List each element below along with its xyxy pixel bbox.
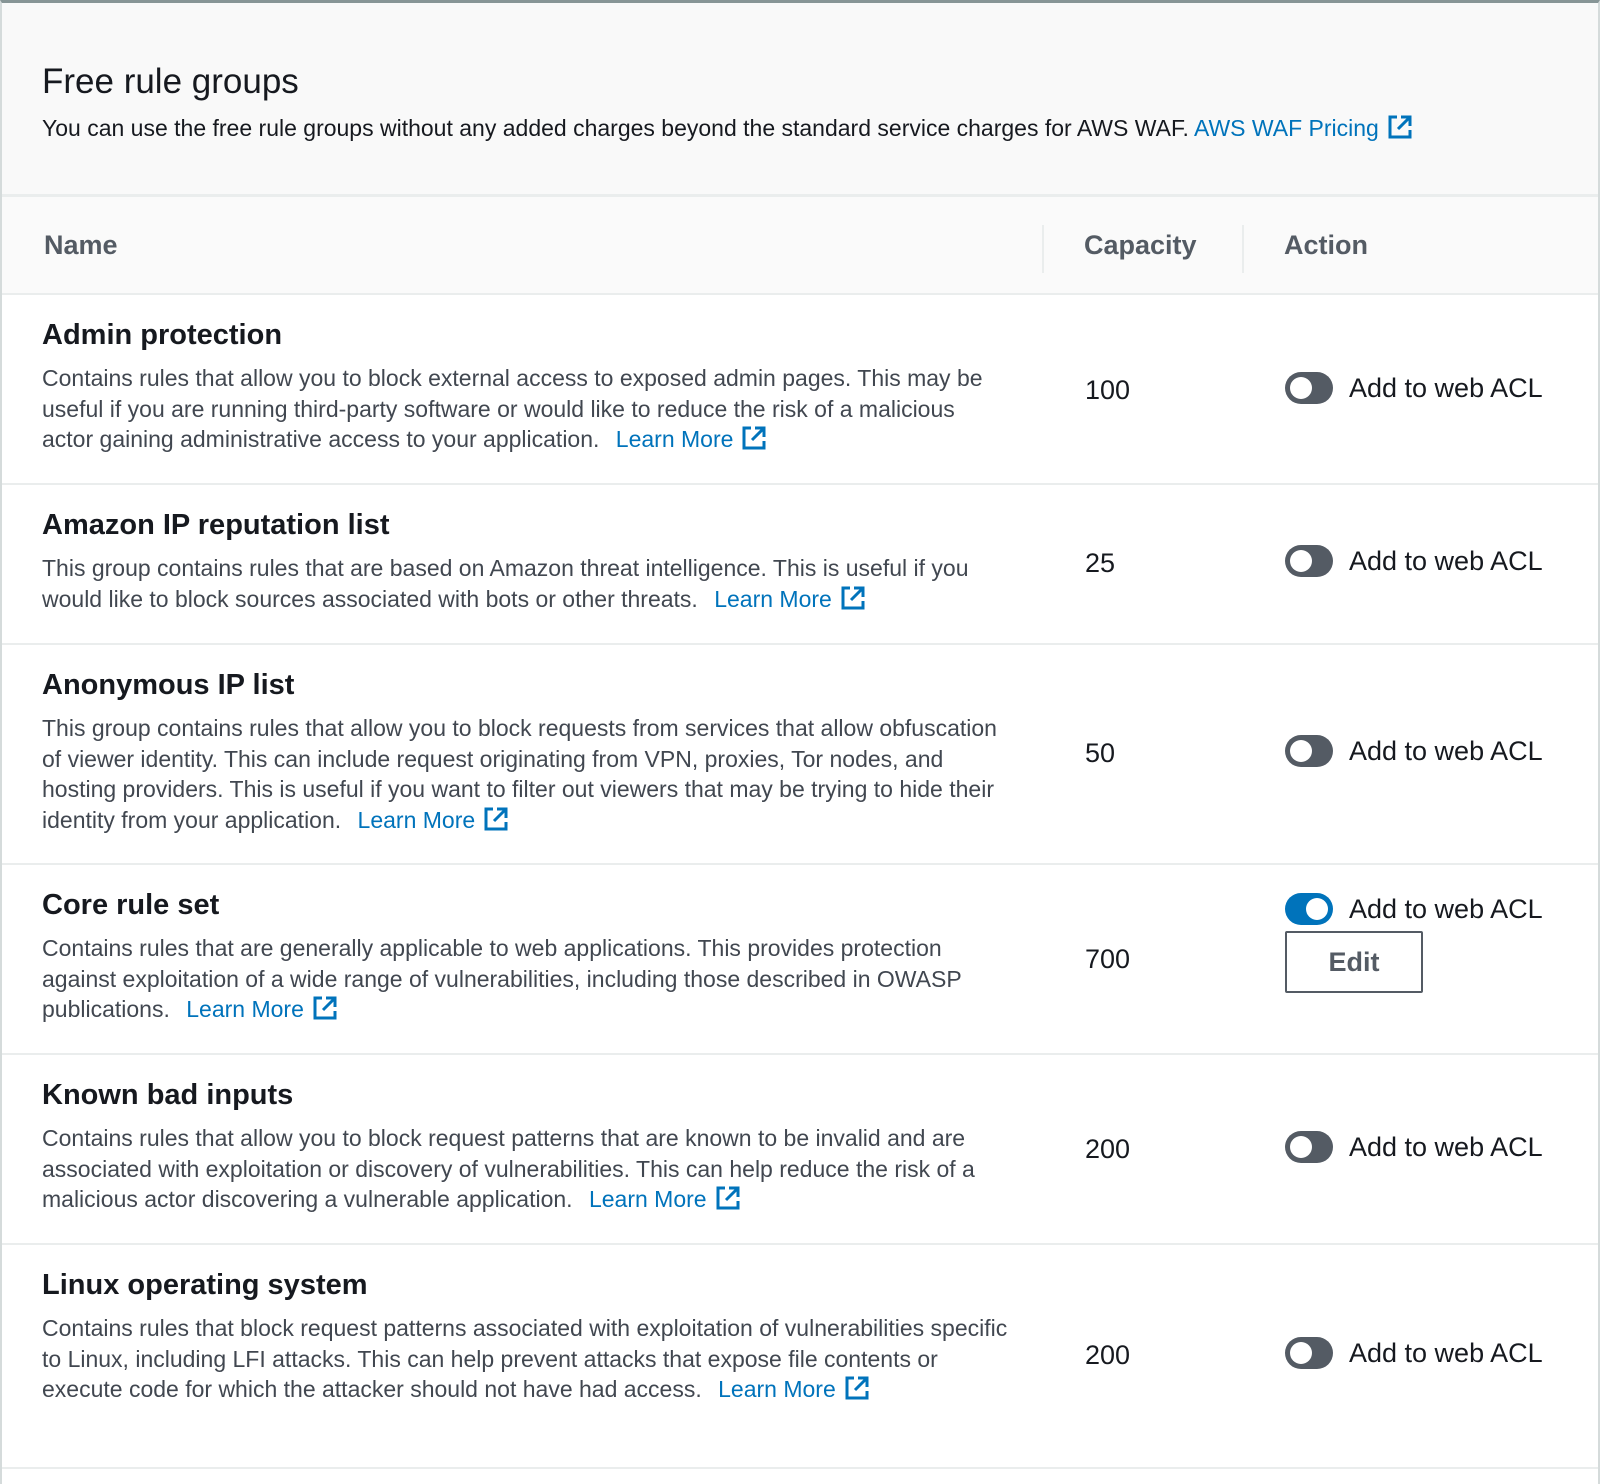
table-row [2, 485, 1598, 645]
capacity-value: 100 [1085, 375, 1131, 405]
capacity-value: 200 [1085, 1340, 1131, 1370]
learn-more-link[interactable] [616, 426, 768, 452]
rule-group-description [42, 933, 1012, 1025]
rule-group-name: Admin protection [42, 319, 283, 351]
rule-group-description-text: Contains rules that block request patterns associated with exploitation of vulnerabilities specific to Linux, including LFI attacks. This can help prevent attacks that expose file contents or execute code for which the attacker should not have had access. [42, 1315, 1008, 1402]
learn-more-label: Learn More [714, 585, 832, 612]
external-link-icon [844, 1375, 870, 1401]
learn-more-label: Learn More [186, 996, 304, 1022]
toggle-switch[interactable] [1285, 372, 1333, 404]
toggle-knob [1290, 550, 1312, 572]
table-row [2, 295, 1598, 485]
toggle-label: Add to web ACL [1349, 545, 1543, 576]
capacity-value: 25 [1085, 548, 1116, 578]
panel-description-text: You can use the free rule groups without any added charges beyond the standard service charges for AWS WAF. [42, 115, 1189, 141]
external-link-icon [1387, 114, 1413, 140]
column-header-capacity[interactable]: Capacity [1084, 230, 1197, 260]
table-row [2, 865, 1598, 1055]
capacity-value: 50 [1085, 738, 1116, 768]
aws-waf-pricing-link[interactable] [1194, 115, 1413, 141]
rule-group-description [42, 363, 1012, 455]
rule-group-name: Known bad inputs [42, 1079, 294, 1111]
column-divider [1042, 225, 1044, 273]
panel-title: Free rule groups [42, 62, 299, 101]
rule-group-description [42, 1123, 1012, 1215]
toggle-switch[interactable] [1285, 545, 1333, 577]
external-link-icon [840, 585, 866, 611]
external-link-icon [483, 806, 509, 832]
add-to-web-acl-toggle[interactable] [1285, 893, 1543, 925]
toggle-switch[interactable] [1285, 893, 1333, 925]
external-link-icon [312, 995, 338, 1021]
learn-more-label: Learn More [588, 1186, 707, 1212]
add-to-web-acl-toggle[interactable] [1285, 735, 1543, 767]
rule-group-description [42, 1313, 1012, 1405]
panel-header [2, 3, 1598, 197]
rule-group-description [42, 553, 1012, 614]
table-header [2, 197, 1598, 295]
rule-group-name: Amazon IP reputation list [42, 509, 390, 541]
rule-group-name: Linux operating system [42, 1269, 368, 1301]
learn-more-link[interactable] [714, 586, 866, 612]
rule-group-description-text: This group contains rules that allow you to block requests from services that allow obfuscation of viewer identity. This can include request originating from VPN, proxies, Tor nodes, and hosting providers. This is useful if you want to filter out viewers that may be trying to hide their identity from your application. [42, 715, 997, 833]
rule-group-description-text: Contains rules that allow you to block request patterns that are known to be invalid and are associated with exploitation or discovery of vulnerabilities. This can help reduce the risk of a malicious actor discovering a vulnerable application. [42, 1125, 975, 1212]
toggle-label: Add to web ACL [1349, 1131, 1543, 1162]
add-to-web-acl-toggle[interactable] [1285, 1337, 1543, 1369]
column-header-name[interactable]: Name [44, 230, 118, 260]
toggle-label: Add to web ACL [1349, 372, 1543, 403]
rule-group-description-text: Contains rules that allow you to block external access to exposed admin pages. This may be useful if you are running third-party software or would like to reduce the risk of a malicious actor gaining administrative access to your application. [42, 365, 983, 452]
learn-more-link[interactable] [358, 807, 510, 833]
rule-group-description-text: This group contains rules that are based on Amazon threat intelligence. This is useful if you would like to block sources associated with bots or other threats. [42, 555, 969, 612]
toggle-label: Add to web ACL [1349, 1337, 1543, 1368]
toggle-switch[interactable] [1285, 1131, 1333, 1163]
learn-more-label: Learn More [615, 426, 734, 452]
learn-more-link[interactable] [718, 1376, 870, 1402]
capacity-value: 200 [1085, 1134, 1131, 1164]
column-header-action[interactable]: Action [1284, 230, 1368, 260]
column-divider [1242, 225, 1244, 273]
toggle-label: Add to web ACL [1349, 893, 1543, 924]
rule-group-name: Core rule set [42, 889, 220, 921]
toggle-switch[interactable] [1285, 1337, 1333, 1369]
panel-description [42, 113, 1598, 143]
learn-more-label: Learn More [357, 806, 476, 833]
external-link-icon [741, 425, 767, 451]
learn-more-link[interactable] [589, 1186, 741, 1212]
add-to-web-acl-toggle[interactable] [1285, 545, 1543, 577]
rule-group-name: Anonymous IP list [42, 669, 295, 701]
add-to-web-acl-toggle[interactable] [1285, 1131, 1543, 1163]
add-to-web-acl-toggle[interactable] [1285, 372, 1543, 404]
table-row [2, 645, 1598, 865]
aws-waf-pricing-link-label: AWS WAF Pricing [1193, 115, 1379, 141]
toggle-knob [1306, 898, 1328, 920]
toggle-label: Add to web ACL [1349, 735, 1543, 766]
rule-group-description-text: Contains rules that are generally applicable to web applications. This provides protection against exploitation of a wide range of vulnerabilities, including those described in OWASP publications. [42, 935, 962, 1022]
edit-button[interactable]: Edit [1285, 931, 1423, 993]
toggle-knob [1290, 377, 1312, 399]
toggle-knob [1290, 740, 1312, 762]
toggle-switch[interactable] [1285, 735, 1333, 767]
rule-group-description [42, 713, 1012, 835]
toggle-knob [1290, 1136, 1312, 1158]
learn-more-link[interactable] [186, 996, 338, 1022]
table-row [2, 1055, 1598, 1245]
learn-more-label: Learn More [718, 1376, 836, 1402]
toggle-knob [1290, 1342, 1312, 1364]
table-row [2, 1245, 1598, 1469]
external-link-icon [715, 1185, 741, 1211]
capacity-value: 700 [1085, 944, 1131, 974]
